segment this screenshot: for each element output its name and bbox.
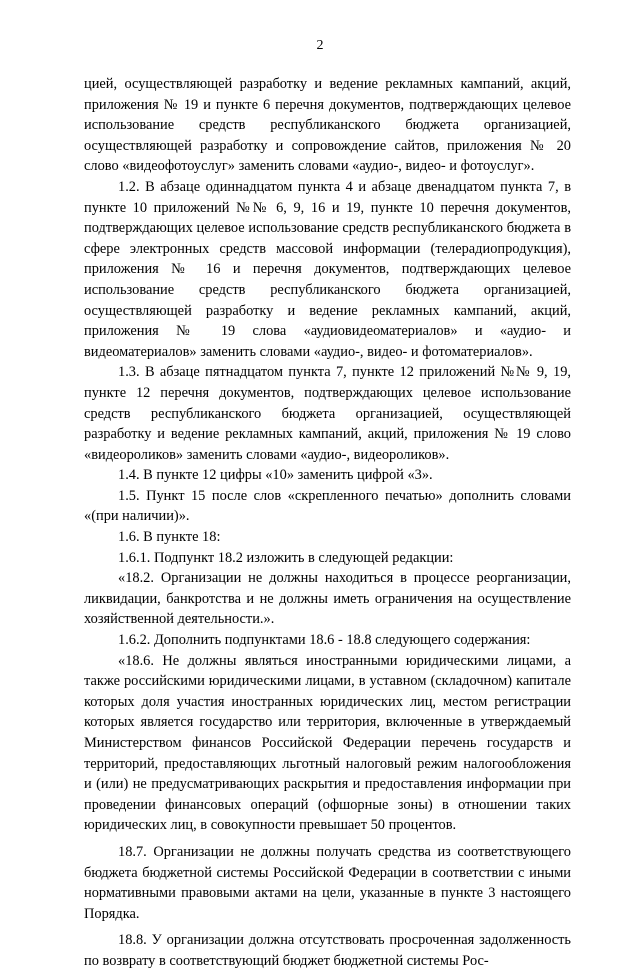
paragraph-continuation: цией, осуществляющей разработку и ведение рекламных кампаний, акций, приложения № 19 и пункте 6 перечня документов, подтверждающих целевое использование средств республиканского бюджета организацией, осуществляющей разработку и сопровождение сайтов, приложения № 20 слово «видеофотоуслуг» заменить словами «аудио-, видео- и фотоуслуг». [84,76,571,175]
paragraph-18-2: «18.2. Организации не должны находиться в процессе реорганизации, ликвидации, банкротства и не должны иметь ограничения на осуществление хозяйственной деятельности.». [84,570,571,628]
paragraph-1-3: 1.3. В абзаце пятнадцатом пункта 7, пункте 12 приложений №№ 9, 19, пункте 12 перечня документов, подтверждающих целевое использование средств республиканского бюджета организацией, осуществляющей разработку и ведение рекламных кампаний, акций, приложения № 19 слово «видеороликов» заменить словами «аудио-, видеороликов». [84,364,571,463]
paragraph-1-6: 1.6. В пункте 18: [118,529,221,546]
paragraph-1-2: 1.2. В абзаце одиннадцатом пункта 4 и абзаце двенадцатом пункта 7, в пункте 10 приложений №№ 6, 9, 16 и 19, пункте 10 перечня документов, подтверждающих целевое использование средств республиканского бюджета в сфере электронных средств массовой информации (телерадиопродукция), приложения № 16 и перечня документов, подтверждающих целевое использование средств республиканского бюджета организацией, осуществляющей разработку и ведение рекламных кампаний, акций, приложения № 19 слова «аудиовидеоматериалов» и «аудио- и видеоматериалов» заменить словами «аудио-, видео- и фотоматериалов». [84,178,571,360]
paragraph-1-5: 1.5. Пункт 15 после слов «скрепленного печатью» дополнить словами «(при наличии)». [84,487,571,525]
paragraph-18-6: «18.6. Не должны являться иностранными юридическими лицами, а также российскими юридическими лицами, в уставном (складочном) капитале которых доля участия иностранных юридических лиц, местом регистрации которых является государство или территория, включенные в утверждаемый Министерством финансов Российской Федерации перечень государств и территорий, предоставляющих льготный налоговый режим налогообложения и (или) не предусматривающих раскрытия и предоставления информации при проведении финансовых операций (офшорные зоны) в отношении таких юридических лиц, в совокупности превышает 50 процентов. [84,652,571,834]
paragraph-18-8: 18.8. У организации должна отсутствовать просроченная задолженность по возврату в соответствующий бюджет бюджетной системы Рос- [84,932,571,969]
paragraph-1-4: 1.4. В пункте 12 цифры «10» заменить цифрой «3». [118,467,433,484]
paragraph-18-7: 18.7. Организации не должны получать средства из соответствующего бюджета бюджетной системы Российской Федерации в соответствии с иными нормативными правовыми актами на цели, указанные в пункте 3 настоящего Порядка. [84,843,571,922]
paragraph-1-6-1: 1.6.1. Подпункт 18.2 изложить в следующей редакции: [118,549,454,566]
paragraph-1-6-2: 1.6.2. Дополнить подпунктами 18.6 - 18.8 следующего содержания: [118,632,531,649]
page-number: 2 [316,38,324,53]
document-body [84,74,571,972]
